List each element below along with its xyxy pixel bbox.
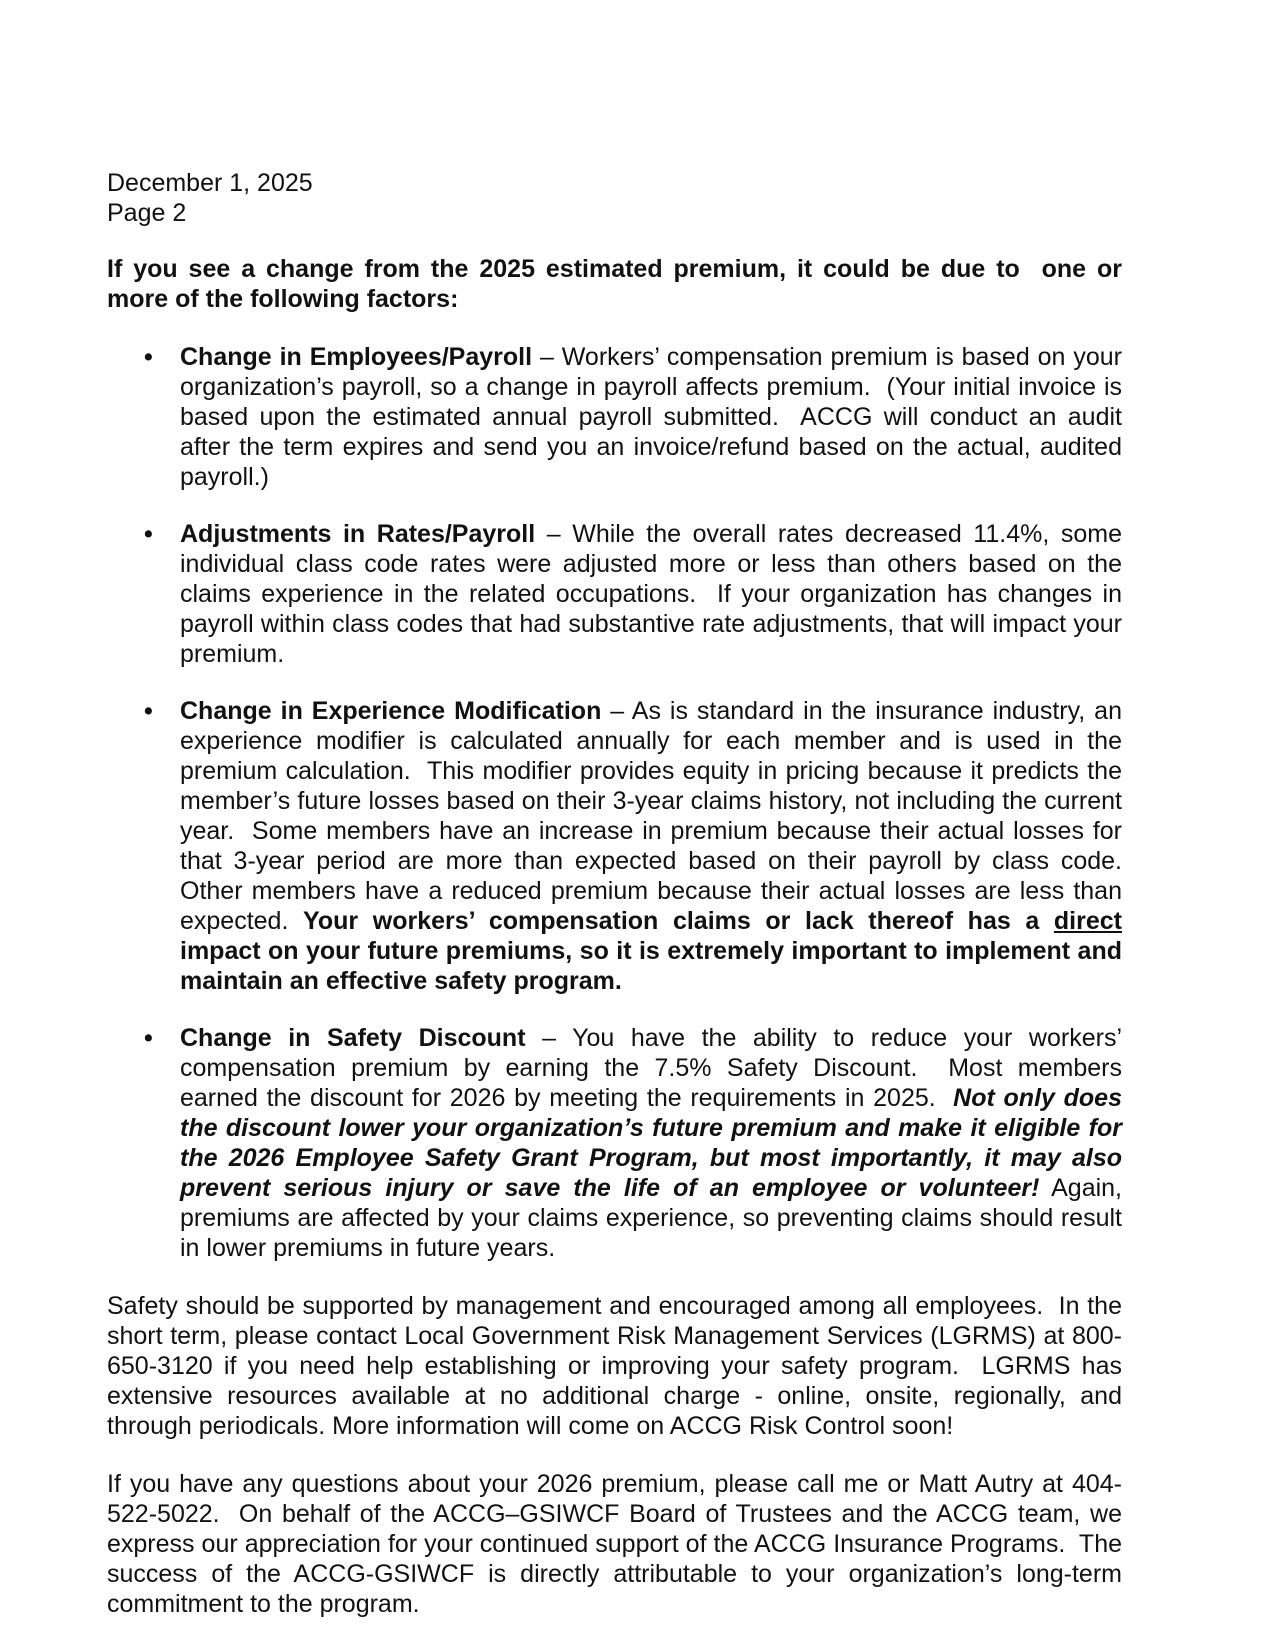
bullet-item-employees-payroll <box>107 342 1129 492</box>
bullet-text <box>180 519 1129 669</box>
bullet-dash: – <box>535 520 573 548</box>
closing-paragraph-safety: Safety should be supported by management and encouraged among all employees. In the short term, please contact Local Government Risk Management Services (LGRMS) at 800-650-3120 if you need help establishing or improving your safety program. LGRMS has extensive resources available at no additional charge - online, onsite, regionally, and through periodicals. More information will come on ACCG Risk Control soon! <box>107 1292 1129 1440</box>
closing-paragraph-questions: If you have any questions about your 2026 premium, please call me or Matt Autry at 404-522-5022. On behalf of the ACCG–GSIWCF Board of Trustees and the ACCG team, we express our appreciation for your continued support of the ACCG Insurance Programs. The success of the ACCG-GSIWCF is directly attributable to your organization’s long-term commitment to the program. <box>107 1470 1129 1618</box>
bullet-title: Change in Employees/Payroll <box>180 343 533 371</box>
bullet-item-rates-payroll <box>107 519 1129 669</box>
bullet-body: As is standard in the insurance industry, an experience modifier is calculated annually for each member and is used in the premium calculation. This modifier provides equity in pricing because it predicts the member’s future losses based on their 3-year claims history, not including the current year. Some members have an increase in premium because their actual losses for that 3-year period are more than expected based on their payroll by class code. Other members have a reduced premium because their actual losses are less than expected. <box>180 697 1136 935</box>
bullet-title: Change in Safety Discount <box>180 1024 526 1052</box>
bullet-bold-emphasis: Your workers’ compensation claims or lack thereof has a <box>303 907 1054 935</box>
bullet-dash: – <box>525 1024 573 1052</box>
bullet-body: You have the ability to reduce your workers’ compensation premium by earning the 7.5% Safety Discount. Most members earned the discount for 2026 by meeting the requirements in 2025. <box>180 1024 1129 1112</box>
bullet-item-experience-modification <box>107 696 1136 996</box>
bullet-bold-italic-emphasis: Not only does the discount lower your organization’s future premium and make it eligible for the 2026 Employee Safety Grant Program, but most importantly, it may also prevent serious injury or save the life of an employee or volunteer! <box>180 1084 1129 1202</box>
bullet-body-continued: Again, premiums are affected by your claims experience, so preventing claims should result in lower premiums in future years. <box>180 1174 1129 1262</box>
intro-paragraph: If you see a change from the 2025 estimated premium, it could be due to one or more of the following factors: <box>107 255 1129 313</box>
bullet-icon: • <box>144 697 153 725</box>
bullet-dash: – <box>532 343 562 371</box>
bullet-title: Adjustments in Rates/Payroll <box>180 520 536 548</box>
bullet-dash: – <box>601 697 632 725</box>
page-number-line: Page 2 <box>107 199 187 227</box>
bullet-icon: • <box>144 343 153 371</box>
bullet-icon: • <box>144 520 153 548</box>
date-line: December 1, 2025 <box>107 169 313 197</box>
bullet-title: Change in Experience Modification <box>180 697 602 725</box>
bullet-text <box>180 1023 1129 1263</box>
letter-content <box>107 168 1136 1619</box>
bullet-icon: • <box>144 1024 153 1052</box>
bullet-text <box>180 696 1136 996</box>
bullet-text <box>180 342 1129 492</box>
bullet-body: Workers’ compensation premium is based on your organization’s payroll, so a change in payroll affects premium. (Your initial invoice is based upon the estimated annual payroll submitted. ACCG will conduct an audit after the term expires and send you an invoice/refund based on the actual, audited payroll.) <box>180 343 1129 491</box>
bullet-body: While the overall rates decreased 11.4%, some individual class code rates were adjusted more or less than others based on the claims experience in the related occupations. If your organization has changes in payroll within class codes that had substantive rate adjustments, that will impact your premium. <box>180 520 1129 668</box>
factors-list <box>107 342 1136 1263</box>
letter-header <box>107 168 1122 228</box>
bullet-bold-underlined-word: direct <box>1053 907 1122 935</box>
bullet-bold-emphasis-continued: impact on your future premiums, so it is extremely important to implement and maintain an effective safety program. <box>180 907 1129 995</box>
bullet-item-safety-discount <box>107 1023 1129 1263</box>
